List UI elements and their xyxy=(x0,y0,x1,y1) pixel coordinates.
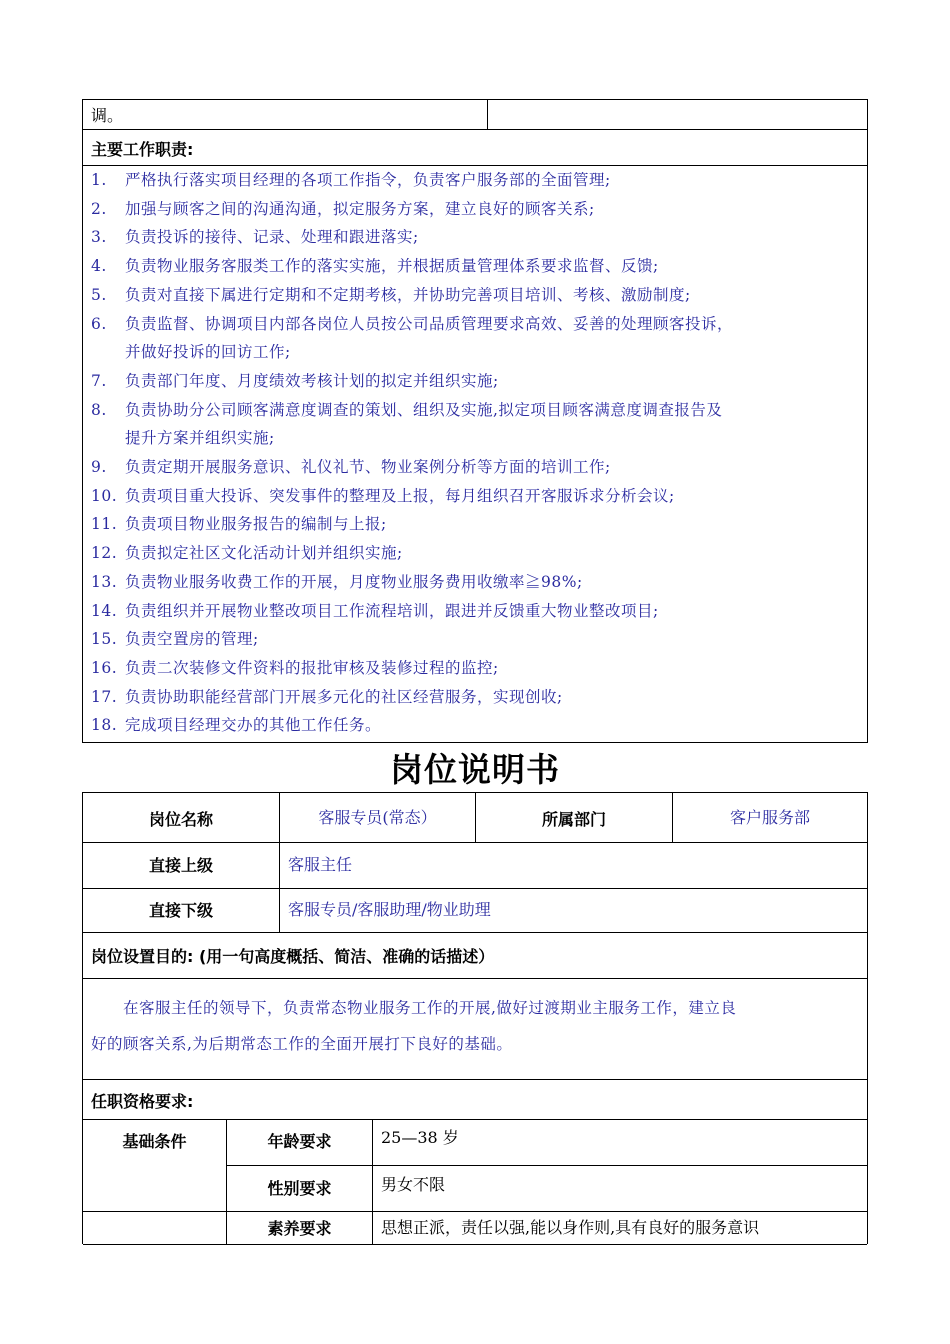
duty-number: 9. xyxy=(91,458,107,476)
duty-text: 负责定期开展服务意识、礼仪礼节、物业案例分析等方面的培训工作; xyxy=(125,458,611,476)
duty-item xyxy=(91,627,259,649)
gender-row xyxy=(83,1166,867,1212)
subordinate-value: 客服专员/客服助理/物业助理 xyxy=(288,900,491,919)
duty-number: 8. xyxy=(91,400,107,419)
purpose-line-1: 在客服主任的领导下，负责常态物业服务工作的开展,做好过渡期业主服务工作，建立良 xyxy=(123,999,737,1017)
duty-number: 11. xyxy=(91,515,118,534)
duty-text: 加强与顾客之间的沟通沟通，拟定服务方案，建立良好的顾客关系; xyxy=(125,199,595,218)
duty-number: 10. xyxy=(91,486,118,505)
quality-row xyxy=(83,1212,867,1245)
purpose-heading: 岗位设置目的: (用一句高度概括、简洁、准确的话描述） xyxy=(91,947,495,966)
duty-text: 负责项目物业服务报告的编制与上报; xyxy=(125,515,387,534)
duty-item xyxy=(91,570,583,592)
duty-number: 5. xyxy=(91,285,107,304)
duties-heading-row xyxy=(83,130,867,166)
quality-label-cell xyxy=(227,1212,373,1244)
subordinate-label-cell xyxy=(83,889,280,932)
duty-text: 负责空置房的管理; xyxy=(125,630,259,649)
duty-item xyxy=(91,254,659,276)
position-row xyxy=(83,793,867,843)
quality-empty-cell xyxy=(83,1212,227,1244)
duty-number: 4. xyxy=(91,257,107,276)
gender-label: 性别要求 xyxy=(267,1179,332,1198)
duty-text: 负责投诉的接待、记录、处理和跟进落实; xyxy=(125,228,419,247)
subordinate-label: 直接下级 xyxy=(148,901,213,920)
duty-text: 负责协助职能经营部门开展多元化的社区经营服务，实现创收; xyxy=(125,687,563,706)
duty-number: 3. xyxy=(91,228,107,247)
duty-item xyxy=(91,398,722,420)
duty-number: 7. xyxy=(91,371,107,390)
duty-number: 15. xyxy=(91,630,118,649)
duty-number: 2. xyxy=(91,199,107,218)
duty-item xyxy=(91,225,419,247)
superior-label-cell xyxy=(83,843,280,888)
gender-label-cell xyxy=(227,1166,373,1211)
duty-item xyxy=(91,713,381,735)
subordinate-value-cell xyxy=(280,889,867,932)
duty-item xyxy=(91,484,675,506)
duty-text: 负责监督、协调项目内部各岗位人员按公司品质管理要求高效、妥善的处理顾客投诉， xyxy=(125,314,734,333)
quality-value: 思想正派，责任以强,能以身作则,具有良好的服务意识 xyxy=(381,1218,760,1237)
duties-table xyxy=(82,99,868,743)
duty-text: 负责项目重大投诉、突发事件的整理及上报，每月组织召开客服诉求分析会议; xyxy=(125,486,675,505)
position-label-cell xyxy=(83,793,280,842)
dept-value: 客户服务部 xyxy=(729,808,810,827)
gender-value-cell xyxy=(373,1166,867,1211)
duty-number: 17. xyxy=(91,687,118,706)
continuation-row xyxy=(83,100,867,130)
basic-label-cell xyxy=(83,1120,227,1166)
duty-number: 14. xyxy=(91,601,118,620)
age-value: 25—38 岁 xyxy=(381,1128,459,1147)
superior-label: 直接上级 xyxy=(148,856,213,875)
duties-heading: 主要工作职责: xyxy=(91,140,194,159)
duty-text: 负责部门年度、月度绩效考核计划的拟定并组织实施; xyxy=(125,371,499,390)
superior-value-cell xyxy=(280,843,867,888)
duty-continuation: 并做好投诉的回访工作; xyxy=(125,343,291,362)
basic-label: 基础条件 xyxy=(122,1132,187,1151)
position-label: 岗位名称 xyxy=(148,810,213,829)
age-label-cell xyxy=(227,1120,373,1166)
age-value-cell xyxy=(373,1120,867,1166)
dept-label-cell xyxy=(476,793,673,842)
age-row xyxy=(83,1120,867,1166)
dept-label: 所属部门 xyxy=(541,810,606,829)
continuation-cell xyxy=(83,100,488,129)
duty-item xyxy=(91,369,499,391)
quality-value-cell xyxy=(373,1212,867,1244)
doc-title: 岗位说明书 xyxy=(390,750,560,789)
qual-heading-row xyxy=(83,1080,867,1120)
duty-text: 负责协助分公司顾客满意度调查的策划、组织及实施,拟定项目顾客满意度调查报告及 xyxy=(125,400,723,419)
purpose-text-row xyxy=(83,979,867,1080)
basic-empty-cell xyxy=(83,1166,227,1211)
duty-number: 13. xyxy=(91,572,118,591)
purpose-heading-row xyxy=(83,933,867,979)
duty-text: 负责组织并开展物业整改项目工作流程培训，跟进并反馈重大物业整改项目; xyxy=(125,601,659,620)
position-value: 客服专员(常态） xyxy=(318,808,437,827)
qual-heading: 任职资格要求: xyxy=(91,1092,194,1111)
empty-cell xyxy=(488,100,867,129)
duty-item xyxy=(91,512,387,534)
duty-text: 负责对直接下属进行定期和不定期考核，并协助完善项目培训、考核、激励制度; xyxy=(125,285,691,304)
duty-item xyxy=(91,312,733,334)
duty-text: 负责二次装修文件资料的报批审核及装修过程的监控; xyxy=(125,658,499,677)
subordinate-row xyxy=(83,889,867,933)
duty-text: 负责物业服务收费工作的开展，月度物业服务费用收缴率≧98%; xyxy=(125,572,583,591)
duty-item xyxy=(91,656,499,678)
duties-list xyxy=(83,166,867,742)
duty-item xyxy=(91,283,691,305)
job-table xyxy=(82,792,868,1244)
duty-number: 6. xyxy=(91,314,107,333)
duty-number: 12. xyxy=(91,544,118,563)
duty-number: 18. xyxy=(91,716,118,735)
duty-item xyxy=(91,685,563,707)
gender-value: 男女不限 xyxy=(381,1175,446,1194)
dept-value-cell xyxy=(673,793,867,842)
duty-text: 严格执行落实项目经理的各项工作指令，负责客户服务部的全面管理; xyxy=(125,171,611,189)
duty-continuation: 提升方案并组织实施; xyxy=(125,429,275,448)
age-label: 年龄要求 xyxy=(267,1132,332,1151)
duty-item xyxy=(91,455,611,477)
duty-item xyxy=(91,541,403,563)
purpose-line-2: 好的顾客关系,为后期常态工作的全面开展打下良好的基础。 xyxy=(91,1035,513,1053)
duty-item xyxy=(91,197,595,219)
position-value-cell xyxy=(280,793,476,842)
duty-number: 1. xyxy=(91,171,107,189)
duty-text: 负责拟定社区文化活动计划并组织实施; xyxy=(125,544,403,563)
duty-item xyxy=(91,599,659,621)
duty-number: 16. xyxy=(91,658,118,677)
duty-text: 完成项目经理交办的其他工作任务。 xyxy=(125,716,382,735)
superior-row xyxy=(83,843,867,889)
duty-item xyxy=(91,168,611,190)
superior-value: 客服主任 xyxy=(288,855,353,874)
duty-text: 负责物业服务客服类工作的落实实施，并根据质量管理体系要求监督、反馈; xyxy=(125,257,659,276)
continuation-text: 调。 xyxy=(91,106,124,125)
quality-label: 素养要求 xyxy=(267,1219,332,1238)
